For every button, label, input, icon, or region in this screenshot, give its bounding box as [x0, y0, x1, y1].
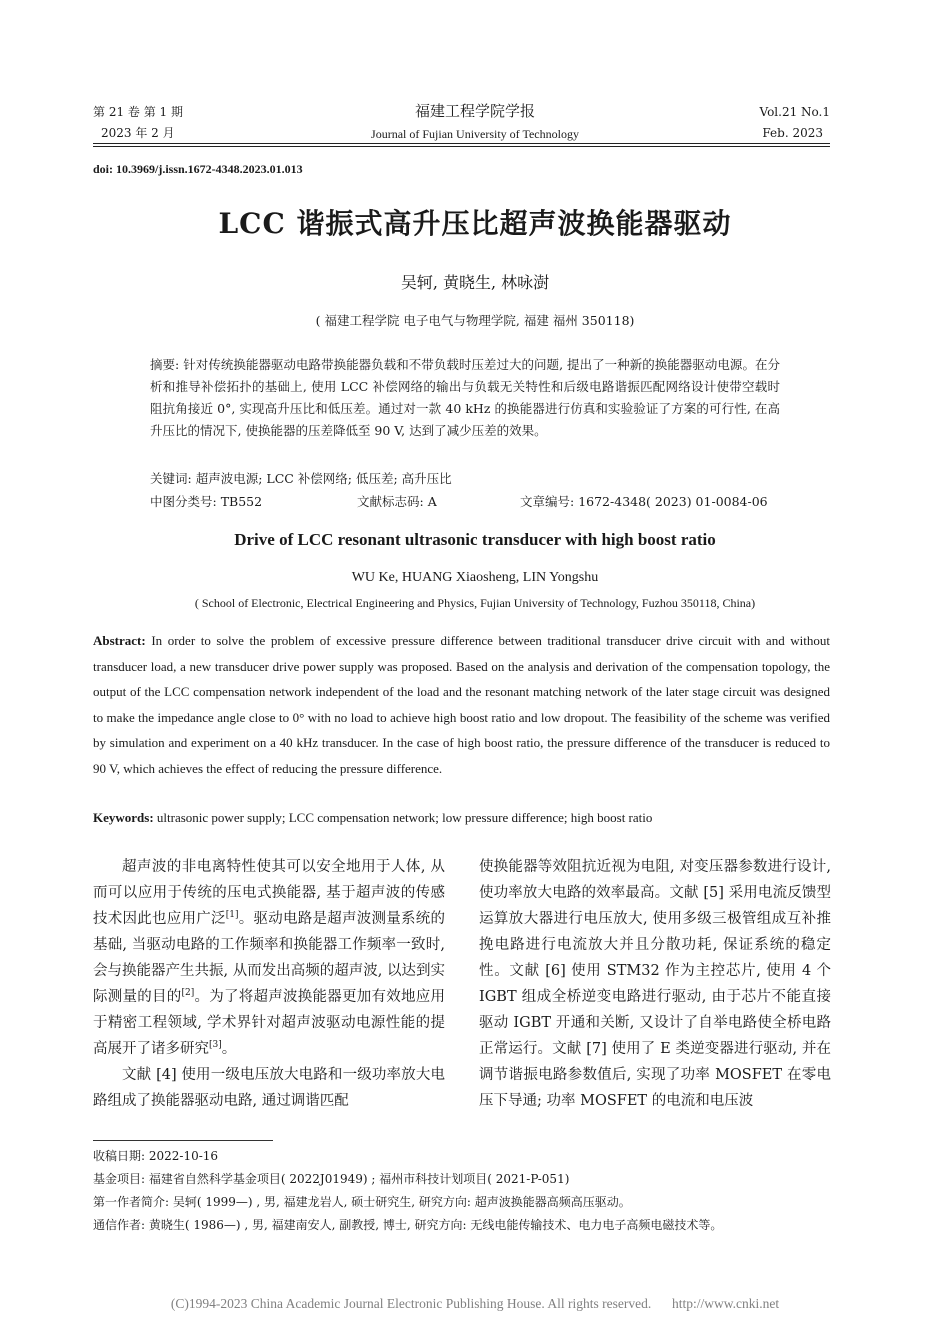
citation-ref: [6]: [545, 963, 566, 979]
body-text: 使换能器等效阻抗近视为电阻, 对变压器参数进行设计, 使功率放大电路的效率最高。文献: [479, 859, 831, 901]
doc-code-label: 文献标志码:: [357, 494, 424, 509]
keywords-en: [93, 805, 830, 831]
cnki-url[interactable]: http://www.cnki.net: [671, 1296, 780, 1311]
first-author-bio: 第一作者简介: 吴轲( 1999—) , 男, 福建龙岩人, 硕士研究生, 研究方向: 超声波换能器高频高压驱动。: [93, 1195, 631, 1209]
abstract-cn-text: 针对传统换能器驱动电路带换能器负载和不带负载时压差过大的问题, 提出了一种新的换能器驱动电源。在分析和推导补偿拓扑的基础上, 使用 LCC 补偿网络的输出与负载无关特性和后级电路谐振匹配网络设计使带空载时阻抗角接近 0°, 实现高升压比和低压差。通过对一款 40 kHz 的换能器进行仿真和实验验证了方案的可行性, 在高升压比的情况下, 使换能器的压差降低至 90 V, 达到了减少压差的效果。: [150, 357, 780, 438]
body-paragraph: [479, 854, 831, 1114]
volume-issue-cn: 第 21 卷 第 1 期: [93, 105, 183, 119]
citation-ref: [2]: [181, 988, 195, 999]
keywords-cn-text: 超声波电源; LCC 补偿网络; 低压差; 高升压比: [195, 471, 452, 486]
fund-project: 基金项目: 福建省自然科学基金项目( 2022J01949) ; 福州市科技计划项目( 2021-P-051): [93, 1172, 570, 1186]
body-text: 文献: [122, 1067, 152, 1083]
doi: doi: 10.3969/j.issn.1672-4348.2023.01.013: [93, 162, 303, 176]
keywords-en-label: Keywords:: [93, 810, 154, 825]
journal-name-cn: 福建工程学院学报: [414, 102, 535, 120]
copyright-footer: [0, 1296, 950, 1312]
abstract-en-label: Abstract:: [93, 633, 146, 648]
volume-issue-en: Vol.21 No.1: [759, 105, 830, 119]
keywords-cn-label: 关键词:: [150, 471, 192, 486]
body-text: 。: [221, 1041, 237, 1057]
citation-ref: [5]: [703, 885, 724, 901]
affiliation-en: ( School of Electronic, Electrical Engineering and Physics, Fujian University of Technology, Fuzhou 350118, China): [194, 596, 756, 610]
body-text: 使用 STM32 作为主控芯片, 使用 4 个 IGBT 组成全桥逆变电路进行驱动, 由于芯片不能直接驱动 IGBT 开通和关断, 又设计了自举电路使全桥电路正常运行。文献: [479, 963, 832, 1057]
body-left-column: [93, 854, 445, 1114]
citation-ref: [1]: [225, 910, 239, 921]
body-text: 。为了将超声波换能器更加有效地应用于精密工程领域, 学术界针对超声波驱动电源性能的提高展开了诸多研究: [93, 989, 445, 1057]
abstract-cn: [150, 354, 780, 442]
copyright-text: (C)1994-2023 China Academic Journal Electronic Publishing House. All rights reserved.: [170, 1296, 652, 1311]
journal-name-en: Journal of Fujian University of Technology: [371, 127, 579, 141]
authors-en: WU Ke, HUANG Xiaosheng, LIN Yongshu: [351, 570, 599, 585]
document-code: [357, 491, 437, 513]
date-cn: 2023 年 2 月: [101, 126, 175, 140]
article-number-label: 文章编号:: [520, 494, 575, 509]
received-date: 收稿日期: 2022-10-16: [93, 1149, 219, 1163]
abstract-cn-label: 摘要:: [150, 357, 180, 372]
keywords-cn: [150, 468, 780, 490]
date-en: Feb. 2023: [762, 126, 823, 140]
authors-cn: 吴轲, 黄晓生, 林咏澍: [400, 273, 550, 292]
paper-title-en: Drive of LCC resonant ultrasonic transducer with high boost ratio: [234, 530, 716, 549]
body-paragraph: [93, 1062, 445, 1114]
body-text: 采用电流反馈型运算放大器进行电压放大, 使用多级三极管组成互补推挽电路进行电流放大并且分散功耗, 保证系统的稳定性。文献: [479, 885, 831, 979]
clc-label: 中图分类号:: [150, 494, 217, 509]
header-rule-bottom: [93, 146, 830, 147]
body-text: 使用一级电压放大电路和一级功率放大电路组成了换能器驱动电路, 通过调谐匹配: [93, 1067, 446, 1109]
corresponding-author-bio: 通信作者: 黄晓生( 1986—) , 男, 福建南安人, 副教授, 博士, 研究方向: 无线电能传输技术、电力电子高频电磁技术等。: [93, 1218, 723, 1232]
footnote-rule: [93, 1140, 273, 1141]
affiliation-cn: ( 福建工程学院 电子电气与物理学院, 福建 福州 350118): [315, 313, 635, 328]
clc-value: TB552: [220, 494, 263, 509]
body-text: 使用了 E 类逆变器进行驱动, 并在调节谐振电路参数值后, 实现了功率 MOSFET 在零电压下导通; 功率 MOSFET 的电流和电压波: [479, 1041, 832, 1109]
citation-ref: [3]: [209, 1040, 222, 1051]
doc-code-value: A: [427, 494, 437, 509]
abstract-en-text: In order to solve the problem of excessive pressure difference between traditional transducer drive circuit with and without transducer load, a new transducer drive power supply was proposed. Based on the analysis and derivation of the compensation topology, the output of the LCC compensation network independent of the load and the resonant matching network of the later stage circuit was designed to make the impedance angle close to 0° with no load to achieve high boost ratio and low dropout. The feasibility of the scheme was verified by simulation and experiment on a 40 kHz transducer. In the case of high boost ratio, the pressure difference of the transducer is reduced to 90 V, which achieves the effect of reducing the pressure difference.: [93, 633, 830, 776]
article-number: [520, 491, 768, 513]
article-number-value: 1672-4348( 2023) 01-0084-06: [578, 494, 768, 509]
clc-number: [150, 491, 262, 513]
header-rule-top: [93, 143, 830, 144]
abstract-en: [93, 628, 830, 781]
citation-ref: [7]: [586, 1041, 607, 1057]
body-text: 。驱动电路是超声波测量系统的基础, 当驱动电路的工作频率和换能器工作频率一致时, 会与换能器产生共振, 从而发出高频的超声波, 以达到实际测量的目的: [93, 911, 445, 1005]
keywords-en-text: ultrasonic power supply; LCC compensation network; low pressure difference; high boost ratio: [156, 810, 653, 825]
body-text: 超声波的非电离特性使其可以安全地用于人体, 从而可以应用于传统的压电式换能器, 基于超声波的传感技术因此也应用广泛: [93, 859, 445, 927]
body-right-column: [479, 854, 831, 1114]
paper-title-cn: LCC 谐振式高升压比超声波换能器驱动: [218, 207, 732, 240]
body-paragraph: [93, 854, 445, 1062]
citation-ref: [4]: [156, 1067, 177, 1083]
